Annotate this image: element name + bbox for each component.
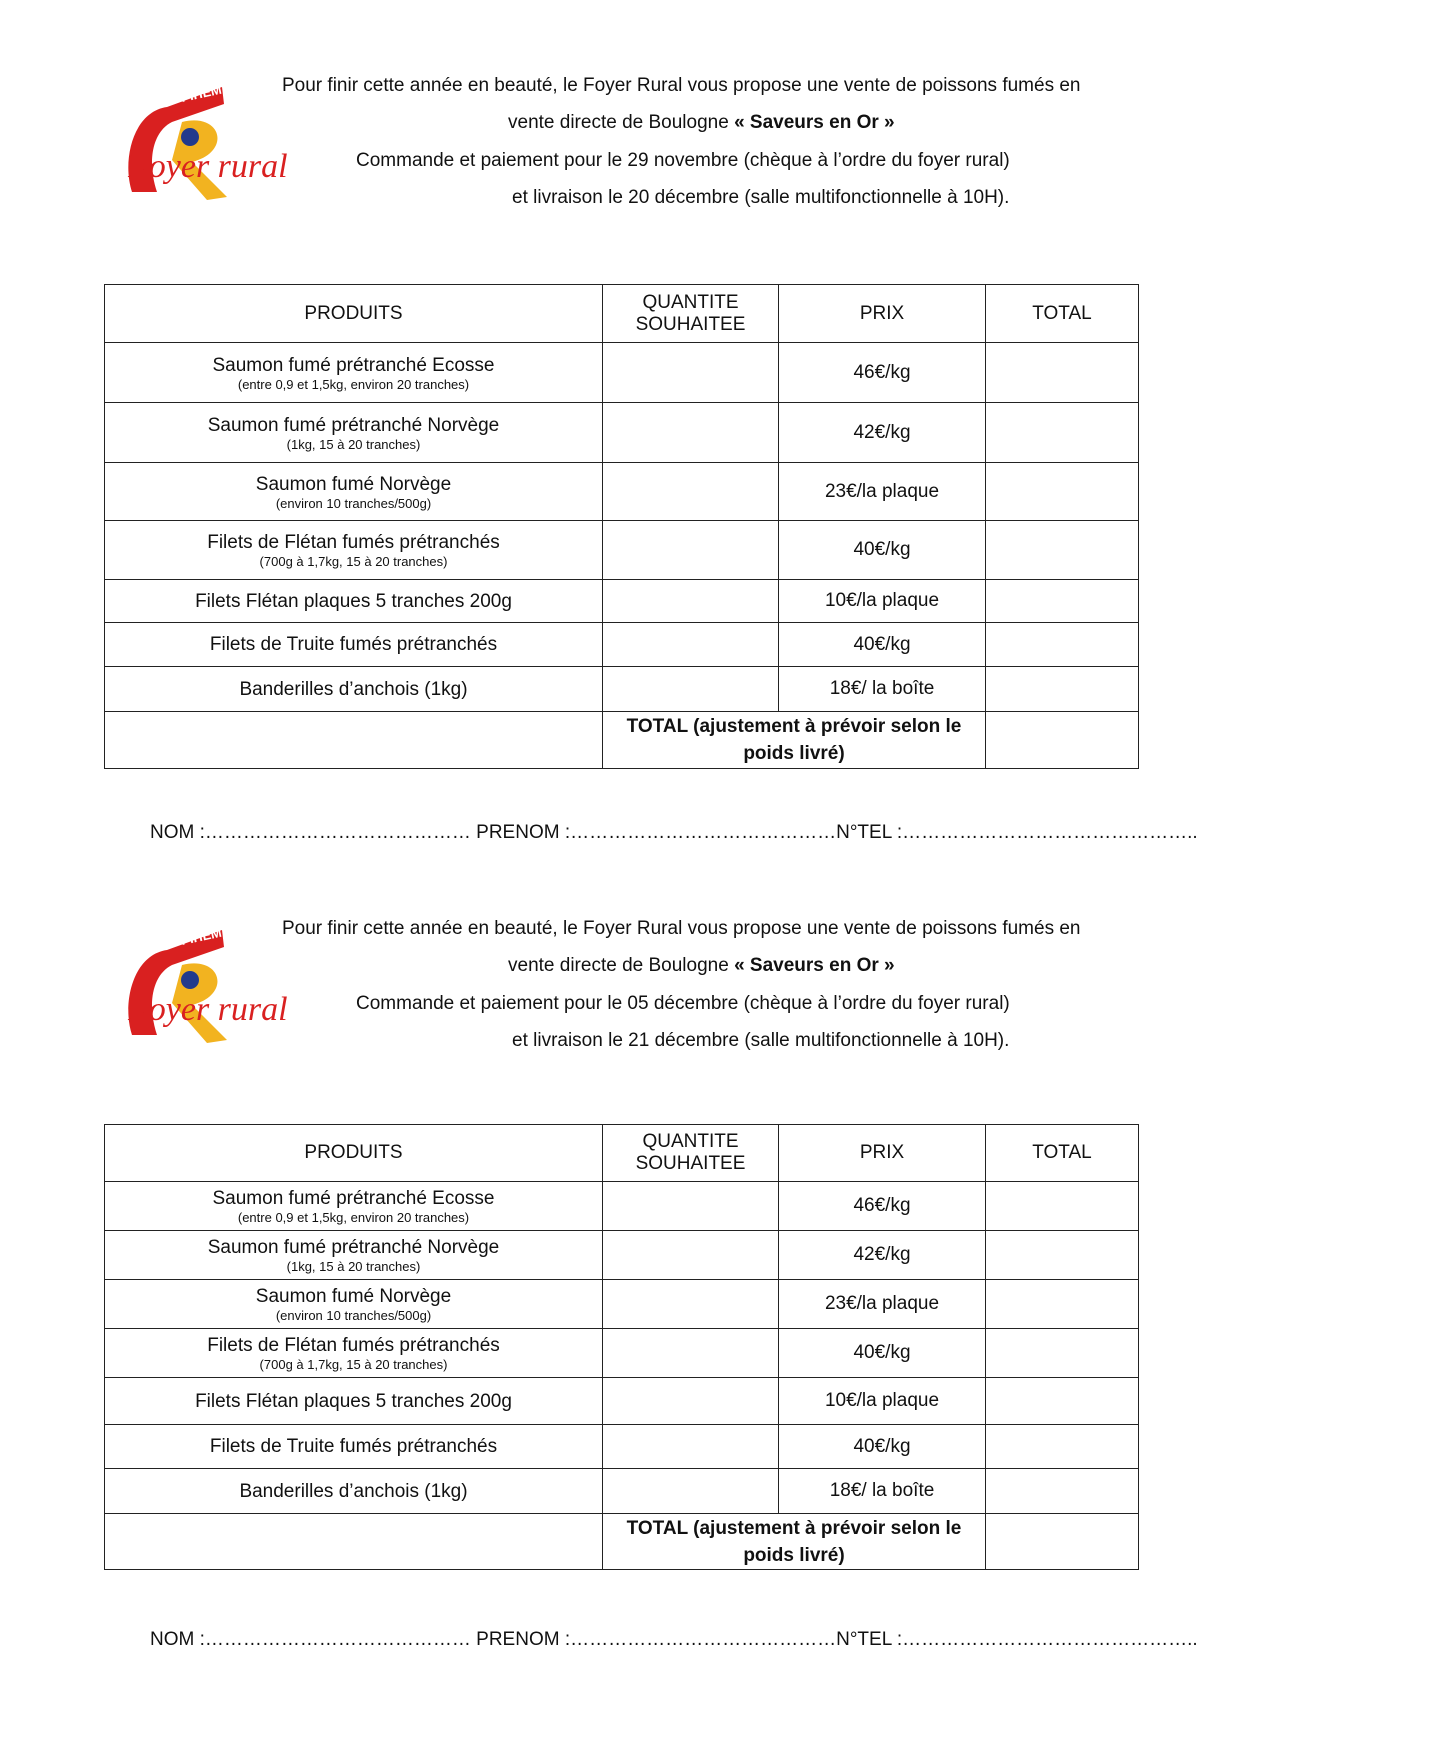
brand-name: « Saveurs en Or » <box>734 112 895 133</box>
table-row <box>105 667 1139 712</box>
row-total-cell[interactable] <box>986 403 1139 463</box>
table-row <box>105 1329 1139 1378</box>
product-cell <box>105 403 603 463</box>
product-cell <box>105 623 603 667</box>
product-cell <box>105 521 603 580</box>
product-name: Saumon fumé prétranché Norvège <box>207 1237 500 1258</box>
row-total-cell[interactable] <box>986 1280 1139 1329</box>
product-name: Filets Flétan plaques 5 tranches 200g <box>195 1390 512 1412</box>
quantity-input[interactable] <box>603 1469 779 1514</box>
product-name: Saumon fumé Norvège <box>255 1286 452 1307</box>
product-cell <box>105 1182 603 1231</box>
total-label: TOTAL (ajustement à prévoir selon le poids livré) <box>603 712 986 769</box>
intro-line-2 <box>508 955 1428 977</box>
intro-line-2-prefix: vente directe de Boulogne <box>508 955 729 976</box>
grand-total-cell[interactable] <box>986 712 1139 769</box>
quantity-input[interactable] <box>603 1182 779 1231</box>
product-detail: (700g à 1,7kg, 15 à 20 tranches) <box>259 1357 448 1372</box>
order-table <box>104 1124 1139 1570</box>
header-total: TOTAL <box>986 1125 1139 1182</box>
empty-cell <box>105 1514 603 1570</box>
quantity-input[interactable] <box>603 463 779 521</box>
product-name: Filets de Flétan fumés prétranchés <box>207 1335 500 1356</box>
quantity-input[interactable] <box>603 521 779 580</box>
header-produits: PRODUITS <box>105 1125 603 1182</box>
product-detail: (environ 10 tranches/500g) <box>275 495 432 511</box>
order-table <box>104 284 1139 769</box>
intro-line-3: Commande et paiement pour le 05 décembre (chèque à l’ordre du foyer rural) <box>356 993 1010 1014</box>
svg-text:PIHEM: PIHEM <box>179 924 223 948</box>
table-row <box>105 1469 1139 1514</box>
svg-text:Foyer rural: Foyer rural <box>128 991 288 1028</box>
product-name: Filets Flétan plaques 5 tranches 200g <box>195 590 512 612</box>
row-total-cell[interactable] <box>986 1329 1139 1378</box>
table-row <box>105 343 1139 403</box>
table-row <box>105 403 1139 463</box>
product-cell <box>105 580 603 623</box>
row-total-cell[interactable] <box>986 1231 1139 1280</box>
intro-line-3: Commande et paiement pour le 29 novembre (chèque à l’ordre du foyer rural) <box>356 150 1010 171</box>
grand-total-cell[interactable] <box>986 1514 1139 1570</box>
empty-cell <box>105 712 603 769</box>
row-total-cell[interactable] <box>986 1425 1139 1469</box>
price-cell: 42€/kg <box>779 1231 986 1280</box>
header-total: TOTAL <box>986 285 1139 343</box>
svg-text:Foyer rural: Foyer rural <box>128 148 288 185</box>
row-total-cell[interactable] <box>986 1469 1139 1514</box>
intro-line-2-prefix: vente directe de Boulogne <box>508 112 729 133</box>
table-row <box>105 623 1139 667</box>
intro-line-4: et livraison le 20 décembre (salle multifonctionnelle à 10H). <box>512 187 1010 208</box>
header-quantite: QUANTITE SOUHAITEE <box>603 1125 779 1182</box>
product-name: Filets de Truite fumés prétranchés <box>209 634 498 655</box>
product-cell <box>105 1329 603 1378</box>
total-row <box>105 712 1139 769</box>
total-label: TOTAL (ajustement à prévoir selon le poids livré) <box>603 1514 986 1570</box>
quantity-input[interactable] <box>603 1280 779 1329</box>
product-name: Saumon fumé prétranché Ecosse <box>212 1188 495 1209</box>
table-row <box>105 521 1139 580</box>
price-cell: 40€/kg <box>779 521 986 580</box>
header-prix: PRIX <box>779 285 986 343</box>
price-cell: 40€/kg <box>779 1329 986 1378</box>
row-total-cell[interactable] <box>986 521 1139 580</box>
quantity-input[interactable] <box>603 1425 779 1469</box>
product-name: Banderilles d’anchois (1kg) <box>239 678 468 700</box>
foyer-rural-logo <box>112 81 288 202</box>
foyer-rural-logo <box>112 924 288 1045</box>
product-name: Banderilles d’anchois (1kg) <box>239 1480 468 1502</box>
product-name: Filets de Flétan fumés prétranchés <box>207 532 500 553</box>
header-quantite: QUANTITE SOUHAITEE <box>603 285 779 343</box>
price-cell: 46€/kg <box>779 343 986 403</box>
product-name: Filets de Truite fumés prétranchés <box>209 1436 498 1457</box>
product-detail: (entre 0,9 et 1,5kg, environ 20 tranches) <box>237 1210 470 1225</box>
product-cell <box>105 1280 603 1329</box>
row-total-cell[interactable] <box>986 667 1139 712</box>
quantity-input[interactable] <box>603 580 779 623</box>
table-row <box>105 1182 1139 1231</box>
price-cell: 23€/la plaque <box>779 463 986 521</box>
row-total-cell[interactable] <box>986 1182 1139 1231</box>
product-cell <box>105 1378 603 1425</box>
intro-line-1: Pour finir cette année en beauté, le Foyer Rural vous propose une vente de poissons fumés en <box>282 918 1081 939</box>
row-total-cell[interactable] <box>986 580 1139 623</box>
price-cell: 23€/la plaque <box>779 1280 986 1329</box>
price-cell: 10€/la plaque <box>779 580 986 623</box>
product-cell <box>105 1425 603 1469</box>
table-row <box>105 1231 1139 1280</box>
price-cell: 42€/kg <box>779 403 986 463</box>
row-total-cell[interactable] <box>986 1378 1139 1425</box>
table-row <box>105 580 1139 623</box>
table-row <box>105 1280 1139 1329</box>
product-cell <box>105 463 603 521</box>
table-row <box>105 463 1139 521</box>
header-produits: PRODUITS <box>105 285 603 343</box>
price-cell: 18€/ la boîte <box>779 667 986 712</box>
quantity-input[interactable] <box>603 1231 779 1280</box>
price-cell: 10€/la plaque <box>779 1378 986 1425</box>
product-cell <box>105 1231 603 1280</box>
product-cell <box>105 1469 603 1514</box>
price-cell: 46€/kg <box>779 1182 986 1231</box>
quantity-input[interactable] <box>603 403 779 463</box>
header-prix: PRIX <box>779 1125 986 1182</box>
quantity-input[interactable] <box>603 667 779 712</box>
quantity-input[interactable] <box>603 623 779 667</box>
identity-fields[interactable]: NOM :…………………………………… PRENOM :……………………………………N°TEL :……………………………………….. <box>150 822 1198 843</box>
product-detail: (entre 0,9 et 1,5kg, environ 20 tranches) <box>237 376 470 392</box>
product-name: Saumon fumé Norvège <box>255 473 452 495</box>
price-cell: 18€/ la boîte <box>779 1469 986 1514</box>
product-name: Saumon fumé prétranché Norvège <box>207 414 500 436</box>
row-total-cell[interactable] <box>986 623 1139 667</box>
quantity-input[interactable] <box>603 1329 779 1378</box>
intro-line-2 <box>508 112 1428 134</box>
product-detail: (1kg, 15 à 20 tranches) <box>286 1259 421 1274</box>
table-row <box>105 1425 1139 1469</box>
product-cell <box>105 667 603 712</box>
quantity-input[interactable] <box>603 1378 779 1425</box>
total-row <box>105 1514 1139 1570</box>
product-detail: (environ 10 tranches/500g) <box>275 1308 432 1323</box>
row-total-cell[interactable] <box>986 343 1139 403</box>
product-name: Saumon fumé prétranché Ecosse <box>212 354 495 376</box>
intro-line-1: Pour finir cette année en beauté, le Foyer Rural vous propose une vente de poissons fumés en <box>282 75 1081 96</box>
identity-fields[interactable]: NOM :…………………………………… PRENOM :……………………………………N°TEL :……………………………………….. <box>150 1629 1198 1650</box>
price-cell: 40€/kg <box>779 623 986 667</box>
row-total-cell[interactable] <box>986 463 1139 521</box>
svg-text:PIHEM: PIHEM <box>179 81 223 105</box>
product-cell <box>105 343 603 403</box>
quantity-input[interactable] <box>603 343 779 403</box>
product-detail: (1kg, 15 à 20 tranches) <box>286 436 421 452</box>
price-cell: 40€/kg <box>779 1425 986 1469</box>
table-row <box>105 1378 1139 1425</box>
product-detail: (700g à 1,7kg, 15 à 20 tranches) <box>259 554 448 569</box>
intro-line-4: et livraison le 21 décembre (salle multifonctionnelle à 10H). <box>512 1030 1010 1051</box>
brand-name: « Saveurs en Or » <box>734 955 895 976</box>
